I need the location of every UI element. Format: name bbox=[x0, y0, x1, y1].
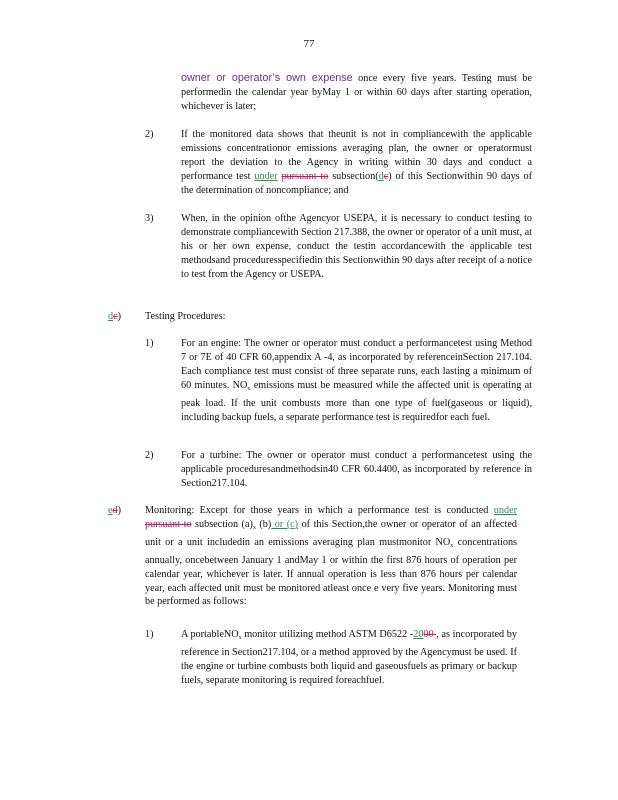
e1-paragraph: A portableNO$_x$ monitor utilizing method ASTM D6522 -2000 , as incorporated by reference in Section217.104, or a method approved by the Agencymust be used. If the engine or turbine combusts both liquid and gaseousfuels as primary or backup fuels, separate monitoring is required foreachfuel. bbox=[181, 629, 517, 686]
insertion-or-c: or (c) bbox=[271, 518, 299, 530]
section-d-title: Testing Procedures: bbox=[145, 311, 226, 322]
section-d-label: dc) bbox=[108, 311, 122, 322]
page-number: 77 bbox=[303, 38, 315, 50]
d2-label: 2) bbox=[145, 450, 154, 461]
d2-paragraph: For a turbine: The owner or operator must conduct a performancetest using the applicable proceduresandmethodsin40 CFR 60.4400, as incorporated by reference in Section217.104. bbox=[181, 450, 532, 489]
insertion-under: under bbox=[254, 170, 278, 182]
deletion-pursuant-to: pursuant to bbox=[281, 170, 329, 182]
insertion-20: 20 bbox=[413, 629, 424, 640]
deletion-pursuant-to: pursuant to bbox=[145, 518, 192, 530]
item-3-paragraph: When, in the opinion ofthe Agencyor USEPA, it is necessary to conduct testing to demonstrate compliancewith Section 217.388, the owner or operator of a unit must, at his or her own expense, conduct the testin accordancewith the applicable test methodsand proceduresspecifiedin this Sectionwithin 90 days after receipt of a notice to test from the Agency or USEPA. bbox=[181, 213, 532, 280]
d1-paragraph: For an engine: The owner or operator must conduct a performancetest using Method 7 or 7E of 40 CFR 60,appendix A -4, as incorporated by referenceinSection 217.104. Each compliance test must consist of three separate runs, each lasting a minimum of 60 minutes. $NO_x$ emissions must be measured while the affected unit is operating at peak load. If the unit combusts more than one type of fuel(gaseous or liquid), including backup fuels, a separate performance test is requiredfor each fuel. bbox=[181, 338, 532, 423]
insertion-d: d bbox=[378, 170, 384, 182]
deletion-00: 00 bbox=[423, 629, 437, 640]
e1-label: 1) bbox=[145, 629, 154, 640]
d1-label: 1) bbox=[145, 338, 154, 349]
section-e-paragraph: Monitoring: Except for those years in which a performance test is conducted under pursuant to subsection $(a)_x$ (b) or (c) of this Section,the owner or operator of an affected unit or a unit includedin an emissions averaging plan mustmonitor $NO_x$ concentrations annually, oncebetween January 1 andMay 1 or within the first 876 hours of operation per calendar year, whichever is later. If annual operation is less than 876 hours per calendar year, each affected unit must be monitored atleast once e very five years. Monitoring must be performed as follows: bbox=[145, 505, 518, 608]
section-e-label: ed) bbox=[108, 505, 122, 516]
insertion-under: under bbox=[493, 505, 517, 516]
continued-text: once every five years. Testing must be performedin the calendar year byMay 1 or within 60 days after starting operation, whichever is later; bbox=[181, 73, 532, 112]
inserted-owner-expense-text: owner or operator’s own expense bbox=[181, 72, 353, 84]
deletion-c: c bbox=[383, 170, 389, 182]
continued-paragraph bbox=[181, 72, 532, 114]
item-2-paragraph: If the monitored data shows that theunit is not in compliancewith the applicable emissions concentrationor emissions averaging plan, the owner or operatormust report the deviation to the Agency in writing within 30 days and conduct a performance test under pursuant to subsection(dc) of this Sectionwithin 90 days of the determination of noncompliance; and bbox=[181, 129, 532, 196]
item-3-label: 3) bbox=[145, 213, 154, 224]
item-2-label: 2) bbox=[145, 129, 154, 140]
